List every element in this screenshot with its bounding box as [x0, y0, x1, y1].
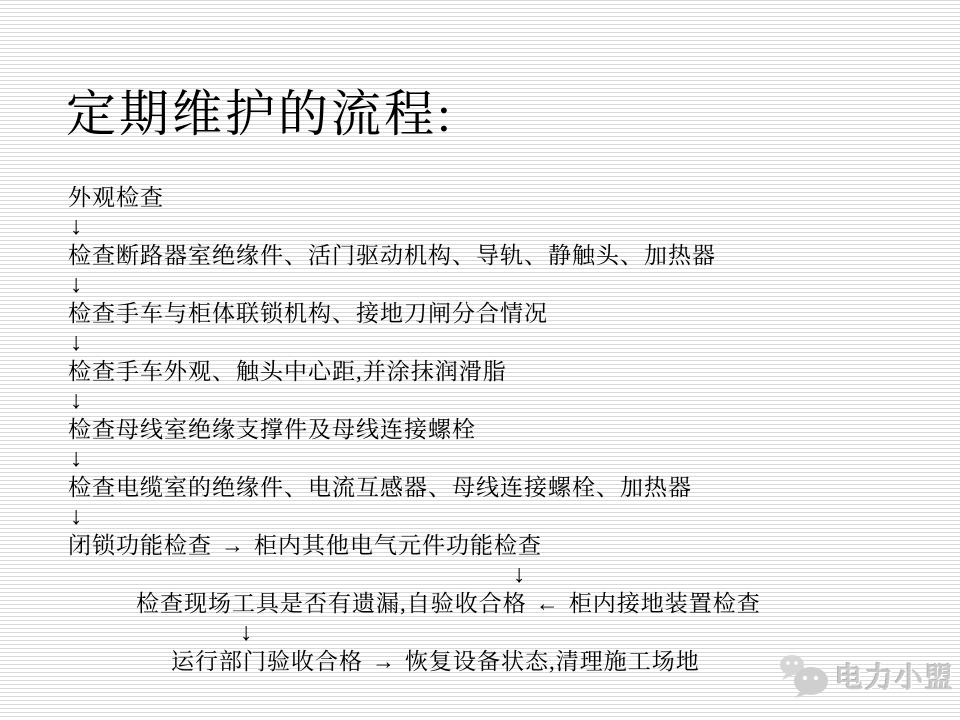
down-arrow-icon: ↓ — [70, 271, 84, 298]
flow-row — [68, 270, 938, 299]
flow-row — [68, 241, 938, 270]
flow-step-handcart-interlock-check: 检查手车与柜体联锁机构、接地刀闸分合情况 — [68, 301, 548, 326]
flow-step-handcart-appearance-check: 检查手车外观、触头中心距,并涂抹润滑脂 — [68, 359, 507, 384]
flow-row — [68, 618, 938, 647]
flow-step-other-electrical-check: 柜内其他电气元件功能检查 — [254, 533, 542, 558]
flow-row — [68, 299, 938, 328]
down-arrow-icon: ↓ — [513, 561, 527, 588]
flow-row — [68, 473, 938, 502]
right-arrow-icon: → — [372, 649, 396, 674]
right-arrow-icon: → — [221, 533, 245, 558]
flow-step-lock-function-check: 闭锁功能检查 — [68, 533, 212, 558]
flow-row — [68, 386, 938, 415]
flow-step-restore-cleanup: 恢复设备状态,清理施工场地 — [405, 649, 700, 674]
flow-row — [68, 502, 938, 531]
down-arrow-icon: ↓ — [70, 387, 84, 414]
down-arrow-icon: ↓ — [70, 329, 84, 356]
down-arrow-icon: ↓ — [70, 503, 84, 530]
watermark — [778, 653, 955, 699]
down-arrow-icon: ↓ — [70, 445, 84, 472]
flow-row — [68, 444, 938, 473]
page-title: 定期维护的流程: — [66, 86, 454, 142]
down-arrow-icon: ↓ — [70, 213, 84, 240]
flow-step-site-tools-self-acceptance: 检查现场工具是否有遗漏,自验收合格 — [136, 591, 527, 616]
down-arrow-icon: ↓ — [240, 619, 254, 646]
flow-row — [68, 415, 938, 444]
flow-step-cable-room-check: 检查电缆室的绝缘件、电流互感器、母线连接螺栓、加热器 — [68, 475, 692, 500]
flow-step-operation-dept-acceptance: 运行部门验收合格 — [171, 649, 363, 674]
flow-row — [68, 183, 938, 212]
flow-row — [68, 560, 938, 589]
flow-step-busbar-room-check: 检查母线室绝缘支撑件及母线连接螺栓 — [68, 417, 476, 442]
maintenance-flowchart — [68, 183, 938, 676]
flow-row — [68, 212, 938, 241]
flow-step-grounding-device-check: 柜内接地装置检查 — [568, 591, 761, 616]
flow-row — [68, 357, 938, 386]
flow-step-visual-inspection: 外观检查 — [68, 185, 164, 210]
flow-step-breaker-room-check: 检查断路器室绝缘件、活门驱动机构、导轨、静触头、加热器 — [68, 243, 716, 268]
flow-row — [68, 589, 938, 618]
flow-row — [68, 328, 938, 357]
left-arrow-icon: ← — [535, 591, 560, 616]
wechat-bubbles-icon — [778, 653, 830, 699]
flow-row — [68, 531, 938, 560]
watermark-label: 电力小盟 — [835, 662, 956, 693]
